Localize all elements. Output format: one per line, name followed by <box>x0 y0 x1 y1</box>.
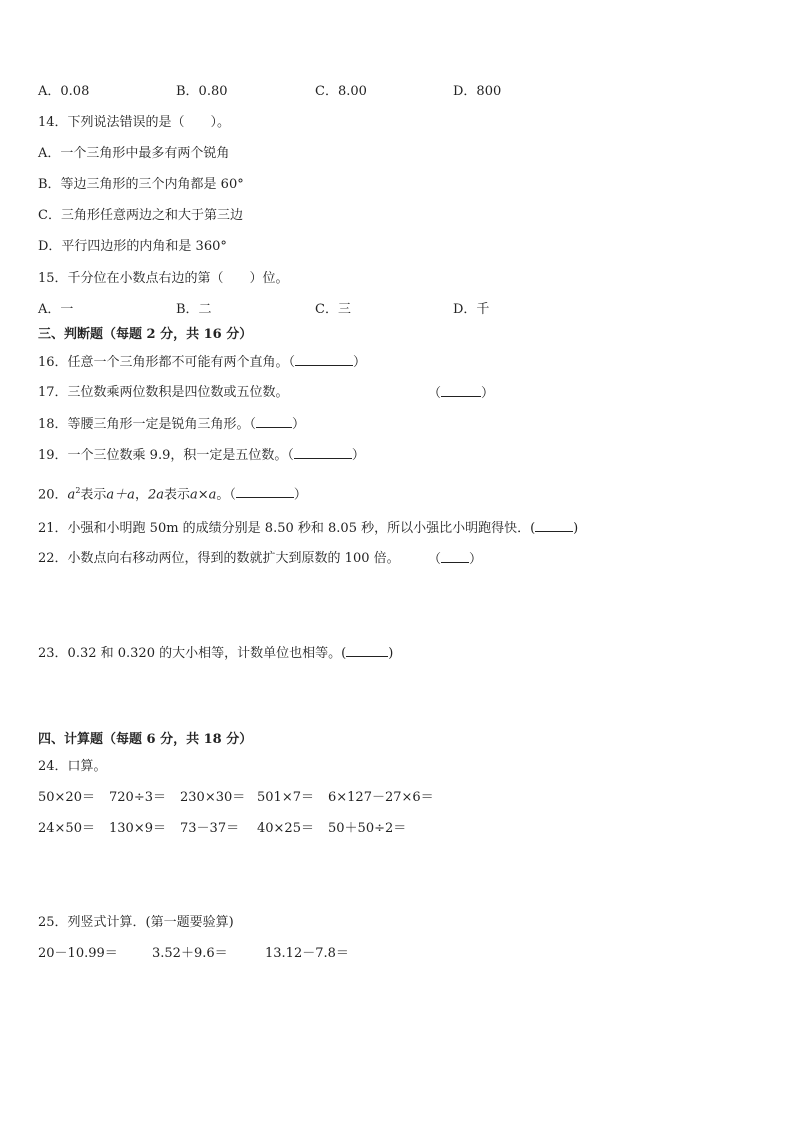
q13-option-d[interactable]: D．800 <box>453 84 502 99</box>
q14-stem: 14．下列说法错误的是（ ）。 <box>38 115 231 130</box>
q24-stem: 24．口算。 <box>38 759 107 774</box>
q24-r1-c1[interactable]: 50×20＝ <box>38 790 95 805</box>
q24-r2-c1[interactable]: 24×50＝ <box>38 821 95 836</box>
q22-answer <box>428 550 482 569</box>
q20-t4: 。（ <box>216 487 236 503</box>
q19-answer-blank[interactable] <box>294 446 352 459</box>
q15-option-a[interactable]: A．一 <box>38 302 74 317</box>
q13-option-b[interactable]: B．0.80 <box>176 84 228 99</box>
q19 <box>38 446 365 465</box>
q22 <box>38 550 400 568</box>
q16-answer-blank[interactable] <box>295 353 353 366</box>
q22-text: 22．小数点向右移动两位，得到的数就扩大到原数的 100 倍。 <box>38 551 400 566</box>
q20-close: ） <box>293 487 307 503</box>
q18 <box>38 415 305 434</box>
q18-text: 18．等腰三角形一定是锐角三角形。（ <box>38 417 257 432</box>
q21-close: ) <box>573 521 579 536</box>
q13-option-a[interactable]: A．0.08 <box>38 84 90 99</box>
q15-option-c[interactable]: C．三 <box>315 302 351 317</box>
q20-answer-blank[interactable] <box>236 485 294 498</box>
q24-r1-c3[interactable]: 230×30＝ <box>180 790 246 805</box>
q22-close: ） <box>469 552 483 567</box>
q22-open: （ <box>428 552 442 567</box>
q23-text: 23．0.32 和 0.320 的大小相等，计数单位也相等。( <box>38 646 347 661</box>
section-3-heading: 三、判断题（每题 2 分，共 16 分） <box>38 327 253 342</box>
q17 <box>38 384 289 402</box>
q18-close: ） <box>292 417 306 432</box>
q20-two-a: 2a <box>147 487 164 503</box>
q23-answer-blank[interactable] <box>346 644 388 657</box>
q24-r2-c2[interactable]: 130×9＝ <box>109 821 166 836</box>
q22-answer-blank[interactable] <box>441 550 469 563</box>
q15-option-d[interactable]: D．千 <box>453 302 490 317</box>
q20-num: 20． <box>38 487 68 503</box>
q15-stem: 15．千分位在小数点右边的第（ ）位。 <box>38 271 289 286</box>
q20-expr1: a＋a <box>106 487 135 503</box>
q17-text: 17．三位数乘两位数积是四位数或五位数。 <box>38 385 289 400</box>
q17-open: （ <box>428 386 442 401</box>
q20-expr2: a×a <box>190 487 217 503</box>
q25-c2[interactable]: 3.52＋9.6＝ <box>152 946 228 961</box>
q24-r1-c2[interactable]: 720÷3＝ <box>109 790 166 805</box>
q13-option-c[interactable]: C．8.00 <box>315 84 367 99</box>
q24-r2-c3[interactable]: 73－37＝ <box>180 821 240 836</box>
q25-c3[interactable]: 13.12－7.8＝ <box>265 946 349 961</box>
q20-exponent: 2 <box>75 486 81 495</box>
q20-t3: 表示 <box>163 487 190 503</box>
q19-text: 19．一个三位数乘 9.9，积一定是五位数。（ <box>38 448 294 463</box>
q21-text: 21．小强和小明跑 50m 的成绩分别是 8.50 秒和 8.05 秒，所以小强比小明跑得快．( <box>38 521 536 536</box>
q17-answer <box>428 384 494 403</box>
q14-option-b[interactable]: B．等边三角形的三个内角都是 60° <box>38 177 244 192</box>
q17-answer-blank[interactable] <box>441 384 481 397</box>
q19-close: ） <box>351 448 365 463</box>
q20-a: a <box>67 487 76 503</box>
q16-close: ） <box>353 355 367 370</box>
section-4-heading: 四、计算题（每题 6 分，共 18 分） <box>38 732 253 747</box>
q18-answer-blank[interactable] <box>256 415 292 428</box>
q16-text: 16．任意一个三角形都不可能有两个直角。（ <box>38 355 296 370</box>
q20-t2: ， <box>134 487 148 503</box>
q25-c1[interactable]: 20－10.99＝ <box>38 946 118 961</box>
q23-close: ) <box>388 646 394 661</box>
q14-option-d[interactable]: D．平行四边形的内角和是 360° <box>38 239 227 254</box>
q21 <box>38 519 578 538</box>
q20-t1: 表示 <box>80 487 107 503</box>
q23 <box>38 644 393 663</box>
q17-close: ） <box>481 386 495 401</box>
q20 <box>38 482 307 504</box>
q16 <box>38 353 366 372</box>
q14-option-c[interactable]: C．三角形任意两边之和大于第三边 <box>38 208 243 223</box>
q21-answer-blank[interactable] <box>535 519 573 532</box>
q24-r2-c4[interactable]: 40×25＝ <box>257 821 314 836</box>
q24-r1-c5[interactable]: 6×127－27×6＝ <box>328 790 434 805</box>
q24-r2-c5[interactable]: 50＋50÷2＝ <box>328 821 407 836</box>
q15-option-b[interactable]: B．二 <box>176 302 212 317</box>
q14-option-a[interactable]: A．一个三角形中最多有两个锐角 <box>38 146 230 161</box>
q25-stem: 25．列竖式计算．(第一题要验算) <box>38 915 234 930</box>
q24-r1-c4[interactable]: 501×7＝ <box>257 790 314 805</box>
